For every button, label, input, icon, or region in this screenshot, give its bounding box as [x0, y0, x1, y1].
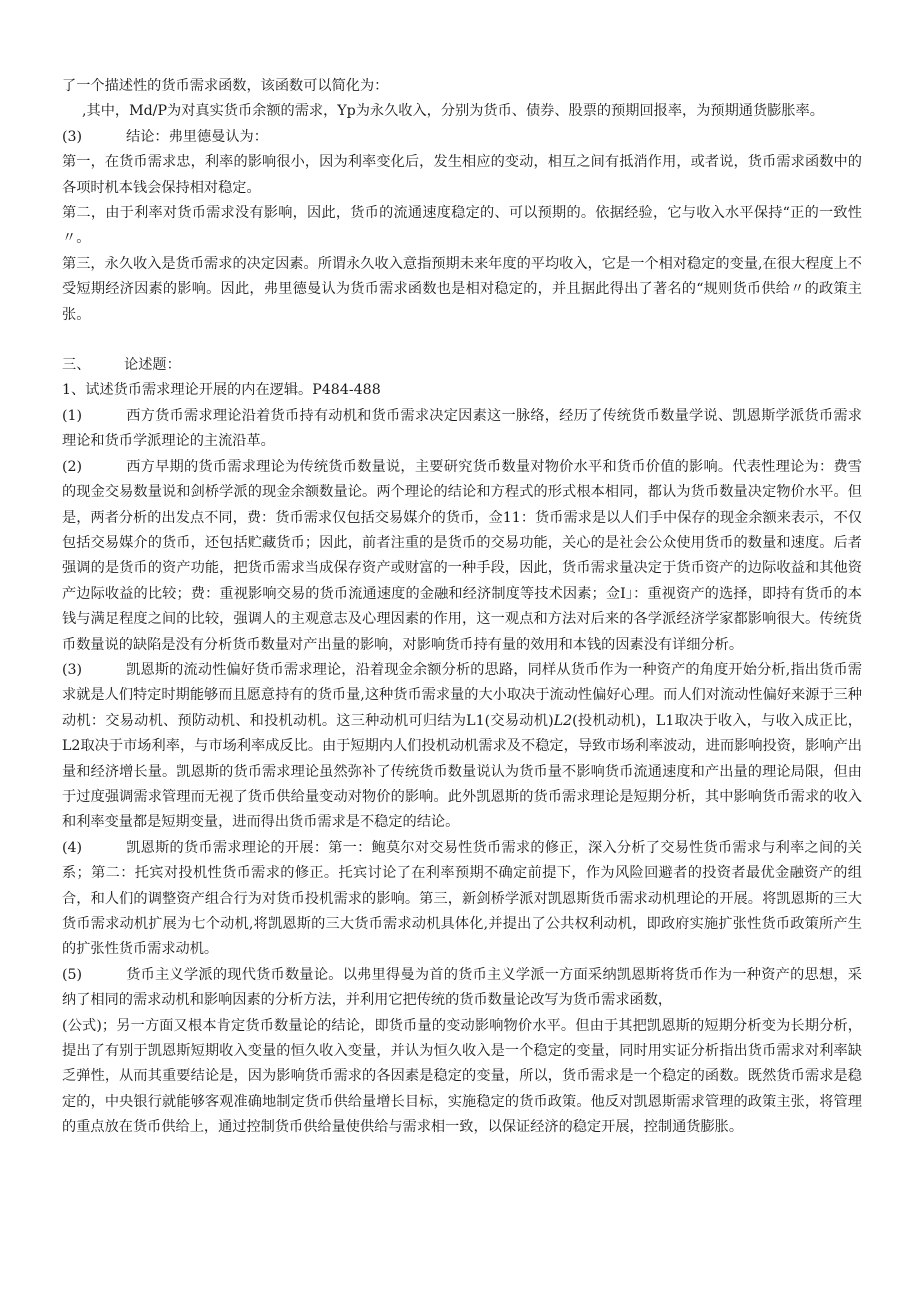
- conclusion-third: 第三，永久收入是货币需求的决定因素。所谓永久收入意指预期未来年度的平均收入，它是一个相对稳定的变量,在很大程度上不受短期经济因素的影响。因此，弗里德曼认为货币需求函数也是相对稳定的，并且据此得出了著名的“规则货币供给〃的政策主张。: [62, 255, 862, 323]
- answer-paragraph-5: [62, 963, 862, 1014]
- item-number: (2): [62, 458, 83, 475]
- blank-line: [62, 328, 862, 353]
- section-number: 三、: [62, 357, 91, 374]
- item-text: 西方早期的货币需求理论为传统货币数量说，主要研究货币数量对物价水平和货币价值的影响。代表性理论为：费雪的现金交易数量说和剑桥学派的现金余额数量论。两个理论的结论和方程式的形式根本相同，都认为货币数量决定物价水平。但是，两者分析的出发点不同，费：货币需求仅包括交易媒介的货币，佥11：货币需求是以人们手中保存的现金余额来表示，不仅包括交易媒介的货币，还包括贮藏货币；因此，前者注重的是货币的交易功能，关心的是社会公众使用货币的数量和速度。后者强调的是货币的资产功能，把货币需求当成保存资产或财富的一种手段，因此，货币需求量决定于货币资产的边际收益和其他资产边际收益的比较；费：重视影响交易的货币流通速度的金融和经济制度等技术因素；佥I」：重视资产的选择，即持有货币的本钱与满足程度之间的比较，强调人的主观意志及心理因素的作用，这一观点和方法对后来的各学派经济学家都影响很大。传统货币数量说的缺陷是没有分析货币数量对产出量的影响，对影响货币持有量的效用和本钱的因素没有详细分析。: [62, 458, 862, 653]
- section-title: 论述题：: [124, 357, 181, 374]
- intro-line: 了一个描述性的货币需求函数，该函数可以简化为：: [62, 78, 389, 94]
- item-number: (3): [62, 661, 83, 678]
- formula-note: ,其中，Md/P为对真实货币余额的需求，Yp为永久收入，分别为货币、债券、股票的预期回报率，为预期通货膨胀率。: [82, 103, 824, 120]
- item-text: 凯恩斯的流动性偏好货币需求理论，沿着现金余额分析的思路，同样从货币作为一种资产的角度开始分析,指出货币需求就是人们特定时期能够而且愿意持有的货币量,这种货币需求量的大小取决于流动性偏好心理。而人们对流动性偏好来源于三种动机：交易动机、预防动机、和投机动机。这三种动机可归结为L1(交易动机): [62, 661, 862, 729]
- item-number: (5): [62, 966, 83, 983]
- item-number: (1): [62, 407, 83, 424]
- item-text: 凯恩斯的货币需求理论的开展：第一：鲍莫尔对交易性货币需求的修正，深入分析了交易性货币需求与利率之间的关系；第二：托宾对投机性货币需求的修正。托宾讨论了在利率预期不确定前提下，作为风险回避者的投资者最优金融资产的组合，和人们的调整资产组合行为对货币投机需求的影响。第三，新剑桥学派对凯恩斯货币需求动机理论的开展。将凯恩斯的三大货币需求动机扩展为七个动机,将凯恩斯的三大货币需求动机具体化,并提出了公共权利动机，即政府实施扩张性货币政策所产生的扩张性货币需求动机。: [62, 839, 862, 958]
- conclusion-second: 第二，由于利率对货币需求没有影响，因此，货币的流通速度稳定的、可以预期的。依据经验，它与收入水平保持“正的一致性〃。: [62, 205, 862, 247]
- answer-paragraph-2: [62, 455, 862, 658]
- item-text-continued: (投机动机)，L1取决于收入，与收入成正比，L2取决于市场利率，与市场利率成反比。由于短期内人们投机动机需求及不稳定，导致市场利率波动，进而影响投资，影响产出量和经济增长量。凯恩斯的货币需求理论虽然弥补了传统货币数量说认为货币量不影响货币流通速度和产出量的理论局限，但由于过度强调需求管理而无视了货币供给量变动对物价的影响。此外凯恩斯的货币需求理论是短期分析，其中影响货币需求的收入和利率变量都是短期变量，进而得出货币需求是不稳定的结论。: [62, 712, 862, 831]
- conclusion-first: 第一，在货币需求忠，利率的影响很小，因为利率变化后，发生相应的变动，相互之间有抵消作用，或者说，货币需求函数中的各项时机本钱会保持相对稳定。: [62, 154, 862, 196]
- item-number: (4): [62, 839, 83, 856]
- document-body: [62, 74, 862, 1141]
- conclusion-heading: [62, 125, 862, 150]
- item-text: 结论：弗里德曼认为：: [126, 128, 268, 145]
- question-1: 1、试述货币需求理论开展的内在逻辑。P484-488: [62, 382, 381, 399]
- l2-symbol: L2: [553, 712, 573, 729]
- item-text: 货币主义学派的现代货币数量论。以弗里得曼为首的货币主义学派一方面采纳凯恩斯将货币作为一种资产的思想，采纳了相同的需求动机和影响因素的分析方法，并利用它把传统的货币数量论改写为货币需求函数，: [62, 966, 862, 1009]
- section-heading: [62, 353, 862, 378]
- answer-paragraph-4: [62, 836, 862, 963]
- answer-paragraph-3: [62, 658, 862, 836]
- item-number: (3): [62, 128, 83, 145]
- answer-paragraph-5-continued: (公式)；另一方面又根本肯定货币数量论的结论，即货币量的变动影响物价水平。但由于其把凯恩斯的短期分析变为长期分析，提出了有别于凯恩斯短期收入变量的恒久收入变量，并认为恒久收入是一个稳定的变量，同时用实证分析指出货币需求对利率缺乏弹性，从而其重要结论是，因为影响货币需求的各因素是稳定的变量，所以，货币需求是一个稳定的函数。既然货币需求是稳定的，中央银行就能够客观准确地制定货币供给量增长目标，实施稳定的货币政策。他反对凯恩斯需求管理的政策主张，将管理的重点放在货币供给上，通过控制货币供给量使供给与需求相一致，以保证经济的稳定开展，控制通货膨胀。: [62, 1017, 862, 1136]
- item-text: 西方货币需求理论沿着货币持有动机和货币需求决定因素这一脉络，经历了传统货币数量学说、凯恩斯学派货币需求理论和货币学派理论的主流沿革。: [62, 407, 862, 450]
- answer-paragraph-1: [62, 404, 862, 455]
